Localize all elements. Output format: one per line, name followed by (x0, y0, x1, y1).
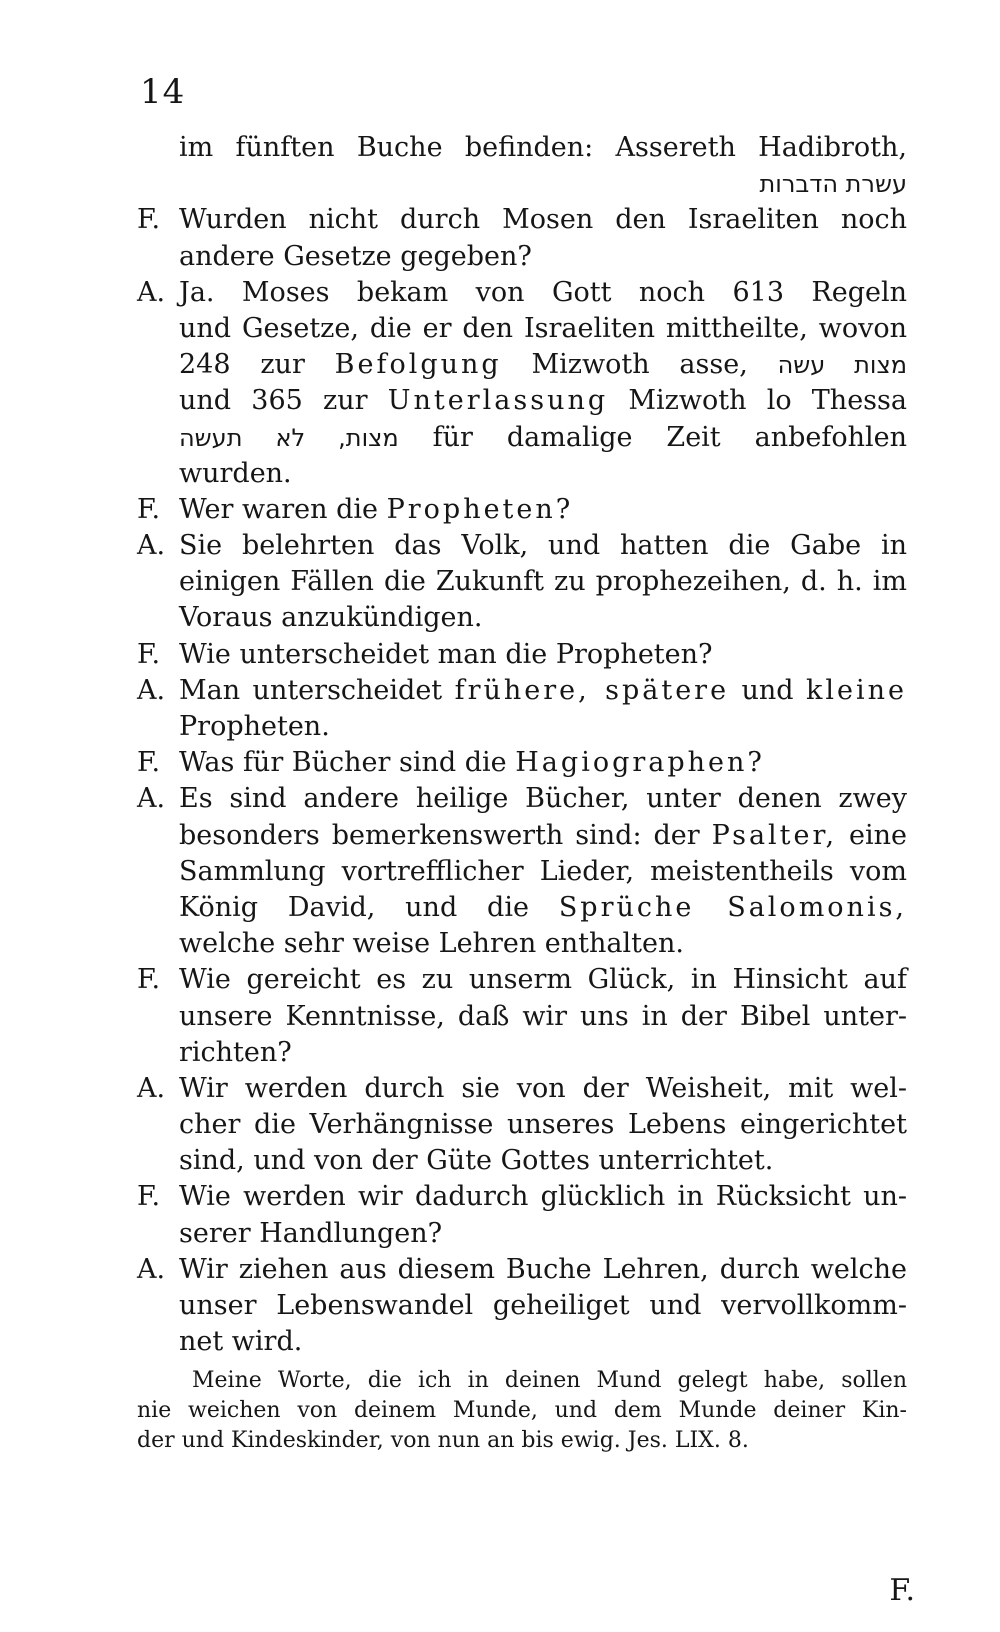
line-text: und (741, 674, 794, 706)
line-text: und Gesetze, die er den Israeliten mittheilte, wovon (179, 312, 907, 344)
question-label: F. (137, 747, 161, 779)
line-text: im fünften Buche befinden: Assereth Hadibroth, (179, 132, 907, 163)
line-text: besonders bemerkenswerth sind: der (179, 819, 700, 851)
line-text: einigen Fällen die Zukunft zu prophezeihen, d. h. im (179, 566, 907, 598)
question-line (137, 962, 907, 998)
motto-footnote (137, 1366, 907, 1456)
line-text: Wie gereicht es zu unserm Glück, in Hinsicht auf (179, 964, 907, 996)
line-text: Wer waren die (179, 493, 378, 525)
hebrew-text: מצות עשה (777, 351, 907, 380)
text-line (137, 1107, 907, 1143)
text-line (137, 818, 907, 854)
line-text: richten? (179, 1036, 292, 1068)
catchword: F. (889, 1573, 915, 1608)
question-label: F. (137, 964, 161, 996)
line-text: unsere Kenntnisse, daß wir uns in der Bibel unter- (179, 1000, 907, 1032)
answer-line (137, 275, 907, 311)
line-text: Wurden nicht durch Mosen den Israeliten noch (179, 204, 907, 236)
answer-line (137, 781, 907, 817)
answer-label: A. (137, 1072, 166, 1104)
answer-label: A. (137, 1253, 166, 1285)
text-line (137, 564, 907, 600)
text-line (137, 1143, 907, 1179)
question-line (137, 492, 907, 528)
answer-line (137, 1252, 907, 1288)
text-line (137, 709, 907, 745)
line-text: Wie unterscheidet man die Propheten? (179, 638, 713, 670)
motto-line (137, 1396, 907, 1426)
text-line (137, 890, 907, 926)
line-text: Was für Bücher sind die (179, 747, 507, 779)
answer-label: A. (137, 674, 166, 706)
text-line (137, 1216, 907, 1252)
text-line (137, 239, 907, 275)
text-line (137, 854, 907, 890)
line-text: eine (849, 819, 907, 851)
line-text: andere Gesetze gegeben? (179, 240, 532, 272)
line-text: Mizwoth asse, (531, 349, 748, 381)
question-line (137, 202, 907, 238)
line-text: wurden. (179, 457, 292, 489)
spaced-text: frühere, spätere (454, 674, 730, 706)
line-text: serer Handlungen? (179, 1217, 443, 1249)
question-label: F. (137, 204, 161, 236)
spaced-text: Hagiographen? (515, 747, 765, 779)
line-text: welche sehr weise Lehren enthalten. (179, 928, 684, 960)
line-text: Man unterscheidet (179, 674, 443, 706)
motto-text: Meine Worte, die ich in deinen Mund gelegt habe, sollen (192, 1368, 907, 1394)
line-text: Voraus anzukündigen. (179, 602, 483, 634)
line-text: und 365 zur (179, 385, 368, 417)
question-label: F. (137, 493, 161, 525)
line-text: Wie werden wir dadurch glücklich in Rücksicht un- (179, 1181, 907, 1213)
spaced-text: Sprüche Salomonis, (558, 891, 908, 923)
main-text (137, 130, 907, 1456)
line-text: unser Lebenswandel geheiliget und vervollkomm- (179, 1290, 907, 1321)
text-line (137, 420, 907, 456)
line-text: sind, und von der Güte Gottes unterrichtet. (179, 1145, 774, 1177)
answer-label: A. (137, 276, 166, 308)
line-text: Mizwoth lo Thessa (628, 385, 907, 417)
hebrew-text: עשרת הדברות (759, 170, 907, 199)
hebrew-line (137, 166, 907, 202)
text-line (137, 311, 907, 347)
text-line (137, 347, 907, 383)
text-line (137, 600, 907, 636)
line-text: Es sind andere heilige Bücher, unter denen zwey (179, 783, 907, 815)
line-text: 248 zur (179, 349, 305, 381)
answer-line (137, 673, 907, 709)
text-line (137, 130, 907, 166)
text-line (137, 1288, 907, 1324)
text-line (137, 383, 907, 419)
text-line (137, 1035, 907, 1071)
line-text: Ja. Moses bekam von Gott noch 613 Regeln (179, 276, 907, 308)
answer-label: A. (137, 530, 166, 562)
question-line (137, 637, 907, 673)
spaced-text: Psalter, (711, 819, 838, 851)
text-line (137, 456, 907, 492)
spaced-text: Unterlassung (387, 385, 609, 417)
spaced-text: Propheten? (386, 493, 574, 525)
question-line (137, 1179, 907, 1215)
line-text: cher die Verhängnisse unseres Lebens eingerichtet (179, 1109, 907, 1141)
line-text: für damalige Zeit anbefohlen (432, 421, 908, 453)
answer-label: A. (137, 783, 166, 815)
question-line (137, 745, 907, 781)
line-text: Propheten. (179, 711, 330, 742)
hebrew-text: מצות, לא תעשה (179, 423, 399, 452)
answer-line (137, 528, 907, 564)
page-number: 14 (140, 72, 186, 112)
question-label: F. (137, 638, 161, 670)
text-line (137, 999, 907, 1035)
answer-line (137, 1071, 907, 1107)
text-line (137, 1324, 907, 1360)
line-text: König David, und die (179, 891, 529, 923)
text-line (137, 926, 907, 962)
line-text: Wir werden durch sie von der Weisheit, mit wel- (179, 1072, 907, 1104)
line-text: Wir ziehen aus diesem Buche Lehren, durch welche (179, 1253, 907, 1285)
motto-line (137, 1426, 907, 1456)
question-label: F. (137, 1181, 161, 1213)
spaced-text: kleine (805, 674, 907, 706)
motto-line (137, 1366, 907, 1396)
spaced-text: Befolgung (334, 349, 502, 381)
line-text: net wird. (179, 1326, 303, 1358)
motto-text: der und Kindeskinder, von nun an bis ewig. Jes. LIX. 8. (137, 1428, 749, 1454)
line-text: Sammlung vortrefflicher Lieder, meistentheils vom (179, 855, 907, 887)
line-text: Sie belehrten das Volk, und hatten die Gabe in (179, 530, 907, 562)
motto-text: nie weichen von deinem Munde, und dem Munde deiner Kin- (137, 1398, 907, 1424)
